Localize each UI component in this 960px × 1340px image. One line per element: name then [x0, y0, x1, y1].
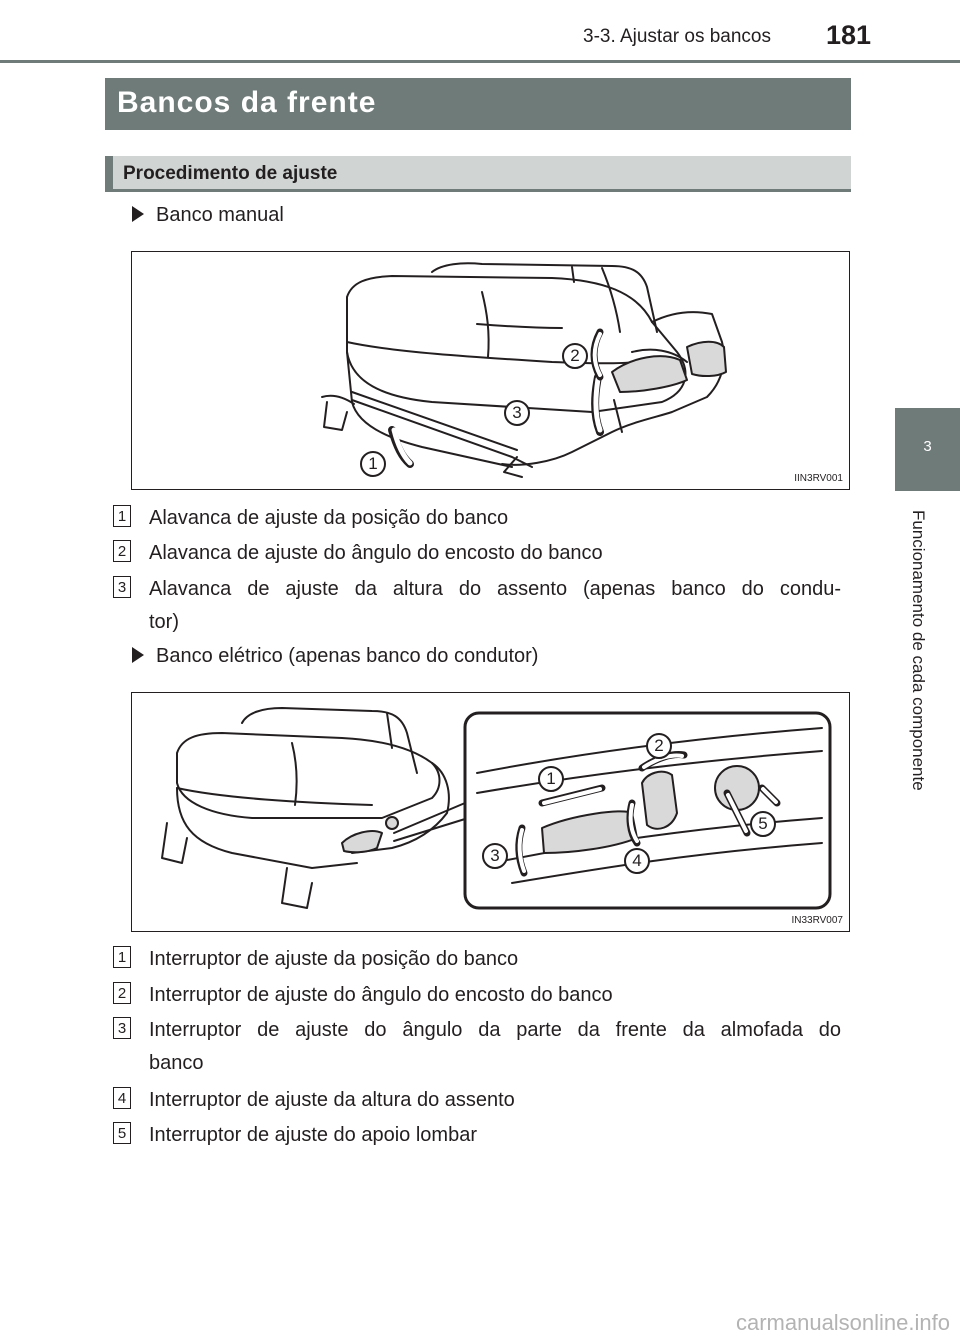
legend-text: Interruptor de ajuste do apoio lombar [149, 1124, 477, 1146]
callout-3: 3 [504, 400, 530, 426]
page-number: 181 [826, 20, 872, 50]
chapter-tab: 3 [895, 408, 960, 491]
triangle-bullet-icon [132, 206, 144, 222]
manual-seat-heading [132, 204, 284, 227]
legend-number: 4 [113, 1087, 131, 1109]
legend-item [113, 979, 841, 1012]
callout-2: 2 [562, 343, 588, 369]
callout-1: 1 [538, 766, 564, 792]
figure-code: IIN3RV001 [794, 473, 843, 484]
legend-number: 5 [113, 1122, 131, 1144]
legend-text: Interruptor de ajuste do ângulo do encosto do banco [149, 984, 613, 1006]
legend-item [113, 1014, 841, 1080]
legend-item [113, 573, 841, 639]
legend-text: Interruptor de ajuste da posição do banco [149, 948, 519, 970]
legend-item [113, 1119, 841, 1152]
legend-text-line-1: Alavanca de ajuste da altura do assento (apenas banco do condu- [149, 578, 841, 600]
legend-number: 1 [113, 946, 131, 968]
header-divider [0, 60, 960, 63]
legend-number: 2 [113, 982, 131, 1004]
chapter-title: Funcionamento de cada componente [909, 510, 928, 791]
power-seat-illustration [132, 693, 849, 931]
subsection-heading [105, 156, 851, 192]
legend-number: 3 [113, 1017, 131, 1039]
legend-item [113, 1084, 841, 1117]
legend-item [113, 502, 841, 535]
manual-seat-figure [131, 251, 850, 490]
callout-5: 5 [750, 811, 776, 837]
manual-seat-heading-text: Banco manual [156, 204, 284, 226]
callout-3: 3 [482, 843, 508, 869]
callout-1: 1 [360, 451, 386, 477]
power-seat-heading-text: Banco elétrico (apenas banco do condutor) [156, 645, 539, 667]
legend-text-line-1: Interruptor de ajuste do ângulo da parte da frente da almofada do [149, 1019, 841, 1041]
subsection-title: Procedimento de ajuste [123, 163, 338, 184]
watermark: carmanualsonline.info [735, 1310, 950, 1335]
legend-text: Alavanca de ajuste da posição do banco [149, 507, 509, 529]
power-seat-figure [131, 692, 850, 932]
power-seat-heading [132, 645, 538, 668]
legend-item [113, 537, 841, 570]
legend-item [113, 943, 841, 976]
legend-text-line-2: banco [149, 1052, 204, 1074]
legend-text: Interruptor de ajuste da altura do assento [149, 1089, 515, 1111]
running-header-section: 3-3. Ajustar os bancos [583, 26, 771, 47]
triangle-bullet-icon [132, 647, 144, 663]
legend-text: Alavanca de ajuste do ângulo do encosto do banco [149, 542, 603, 564]
legend-number: 2 [113, 540, 131, 562]
legend-text-line-2: tor) [149, 611, 179, 633]
manual-seat-illustration [132, 252, 849, 489]
figure-code: IN33RV007 [791, 915, 843, 926]
legend-number: 3 [113, 576, 131, 598]
section-title: Bancos da frente [105, 78, 851, 130]
legend-number: 1 [113, 505, 131, 527]
subsection-marker [105, 156, 113, 189]
callout-2: 2 [646, 733, 672, 759]
callout-4: 4 [624, 848, 650, 874]
